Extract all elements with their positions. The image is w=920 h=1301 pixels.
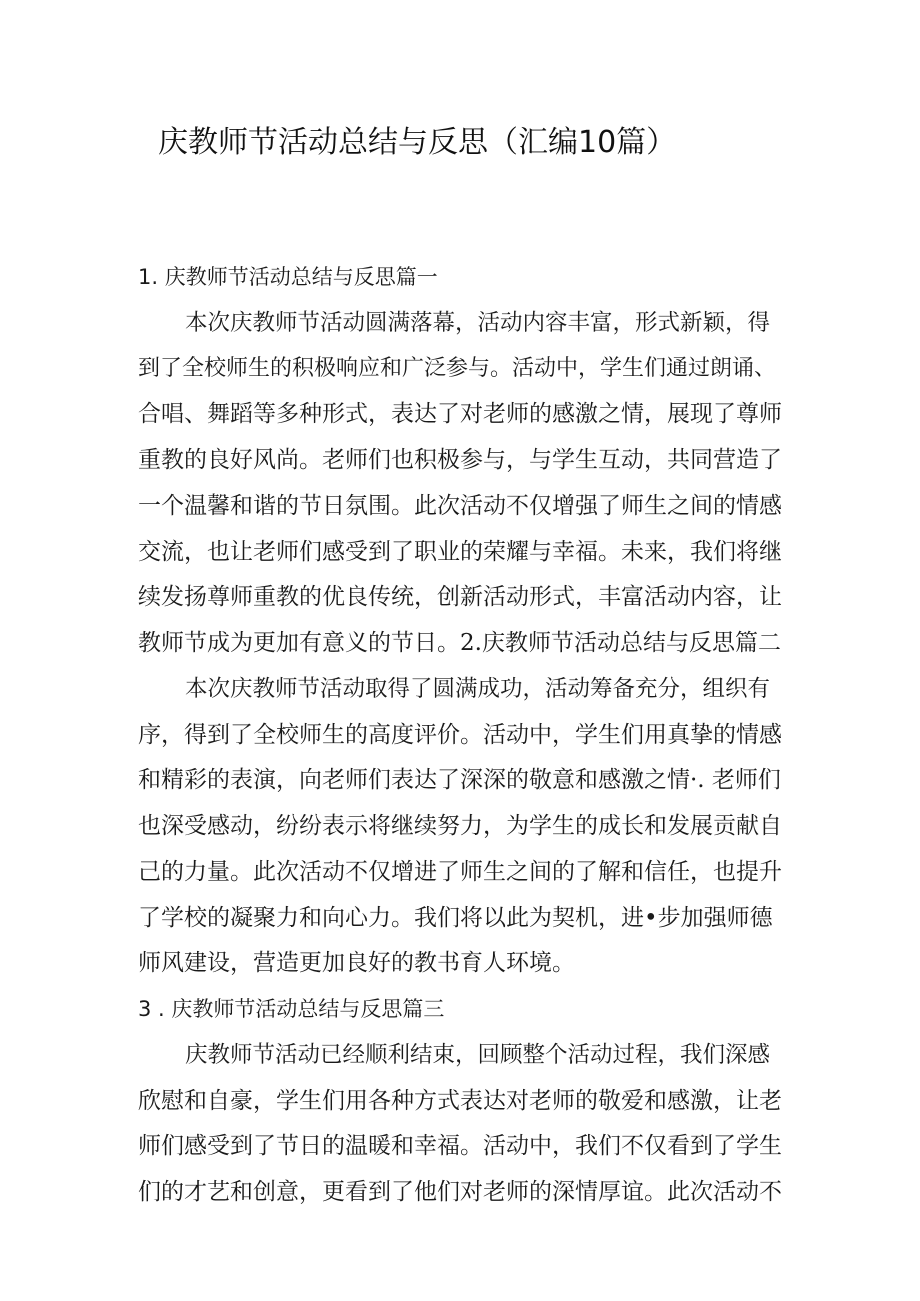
paragraph-line: 序，得到了全校师生的高度评价。活动中，学生们用真挚的情感 (138, 722, 782, 748)
paragraph-line: 到了全校师生的积极响应和广泛参与。活动中，学生们通过朗诵、 (138, 356, 777, 381)
paragraph-line: 续发扬尊师重教的优良传统，创新活动形式，丰富活动内容，让 (138, 584, 782, 610)
paragraph-line: 一个温馨和谐的节日氛围。此次活动不仅增强了师生之间的情感 (138, 493, 782, 519)
paragraph-line: 己的力量。此次活动不仅增进了师生之间的了解和信任，也提升 (138, 859, 782, 885)
paragraph-line: 合唱、舞蹈等多种形式，表达了对老师的感激之情，展现了尊师 (138, 401, 782, 427)
paragraph-line: 本次庆教师节活动圆满落幕，活动内容丰富，形式新颖，得 (185, 310, 771, 336)
paragraph-line: 本次庆教师节活动取得了圆满成功，活动筹备充分，组织有 (185, 676, 771, 702)
paragraph-line: 师风建设，营造更加良好的教书育人环境。 (138, 950, 575, 976)
paragraph-line: 和精彩的表演，向老师们表达了深深的敬意和感激之情·. 老师们 (138, 767, 781, 793)
section-heading-3: 3 . 庆教师节活动总结与反思篇三 (138, 997, 445, 1021)
paragraph-line: 欣慰和自豪，学生们用各种方式表达对老师的敬爱和感激，让老 (138, 1088, 782, 1114)
paragraph-line: 重教的良好风尚。老师们也积极参与，与学生互动，共同营造了 (138, 447, 782, 473)
paragraph-line: 们的才艺和创意，更看到了他们对老师的深情厚谊。此次活动不 (138, 1179, 782, 1205)
section-heading-1: 1. 庆教师节活动总结与反思篇一 (138, 265, 438, 289)
document-title: 庆教师节活动总结与反思（汇编10篇） (158, 125, 677, 160)
paragraph-line: 庆教师节活动已经顺利结束，回顾整个活动过程，我们深感 (185, 1042, 771, 1068)
paragraph-line: 交流，也让老师们感受到了职业的荣耀与幸福。未来，我们将继 (138, 539, 782, 565)
paragraph-line: 了学校的凝聚力和向心力。我们将以此为契机，进•步加强师德 (138, 905, 773, 931)
paragraph-line: 也深受感动，纷纷表示将继续努力，为学生的成长和发展贡献自 (138, 813, 782, 839)
paragraph-line: 教师节成为更加有意义的节日。2.庆教师节活动总结与反思篇二 (138, 630, 781, 656)
paragraph-line: 师们感受到了节日的温暖和幸福。活动中，我们不仅看到了学生 (138, 1133, 782, 1159)
